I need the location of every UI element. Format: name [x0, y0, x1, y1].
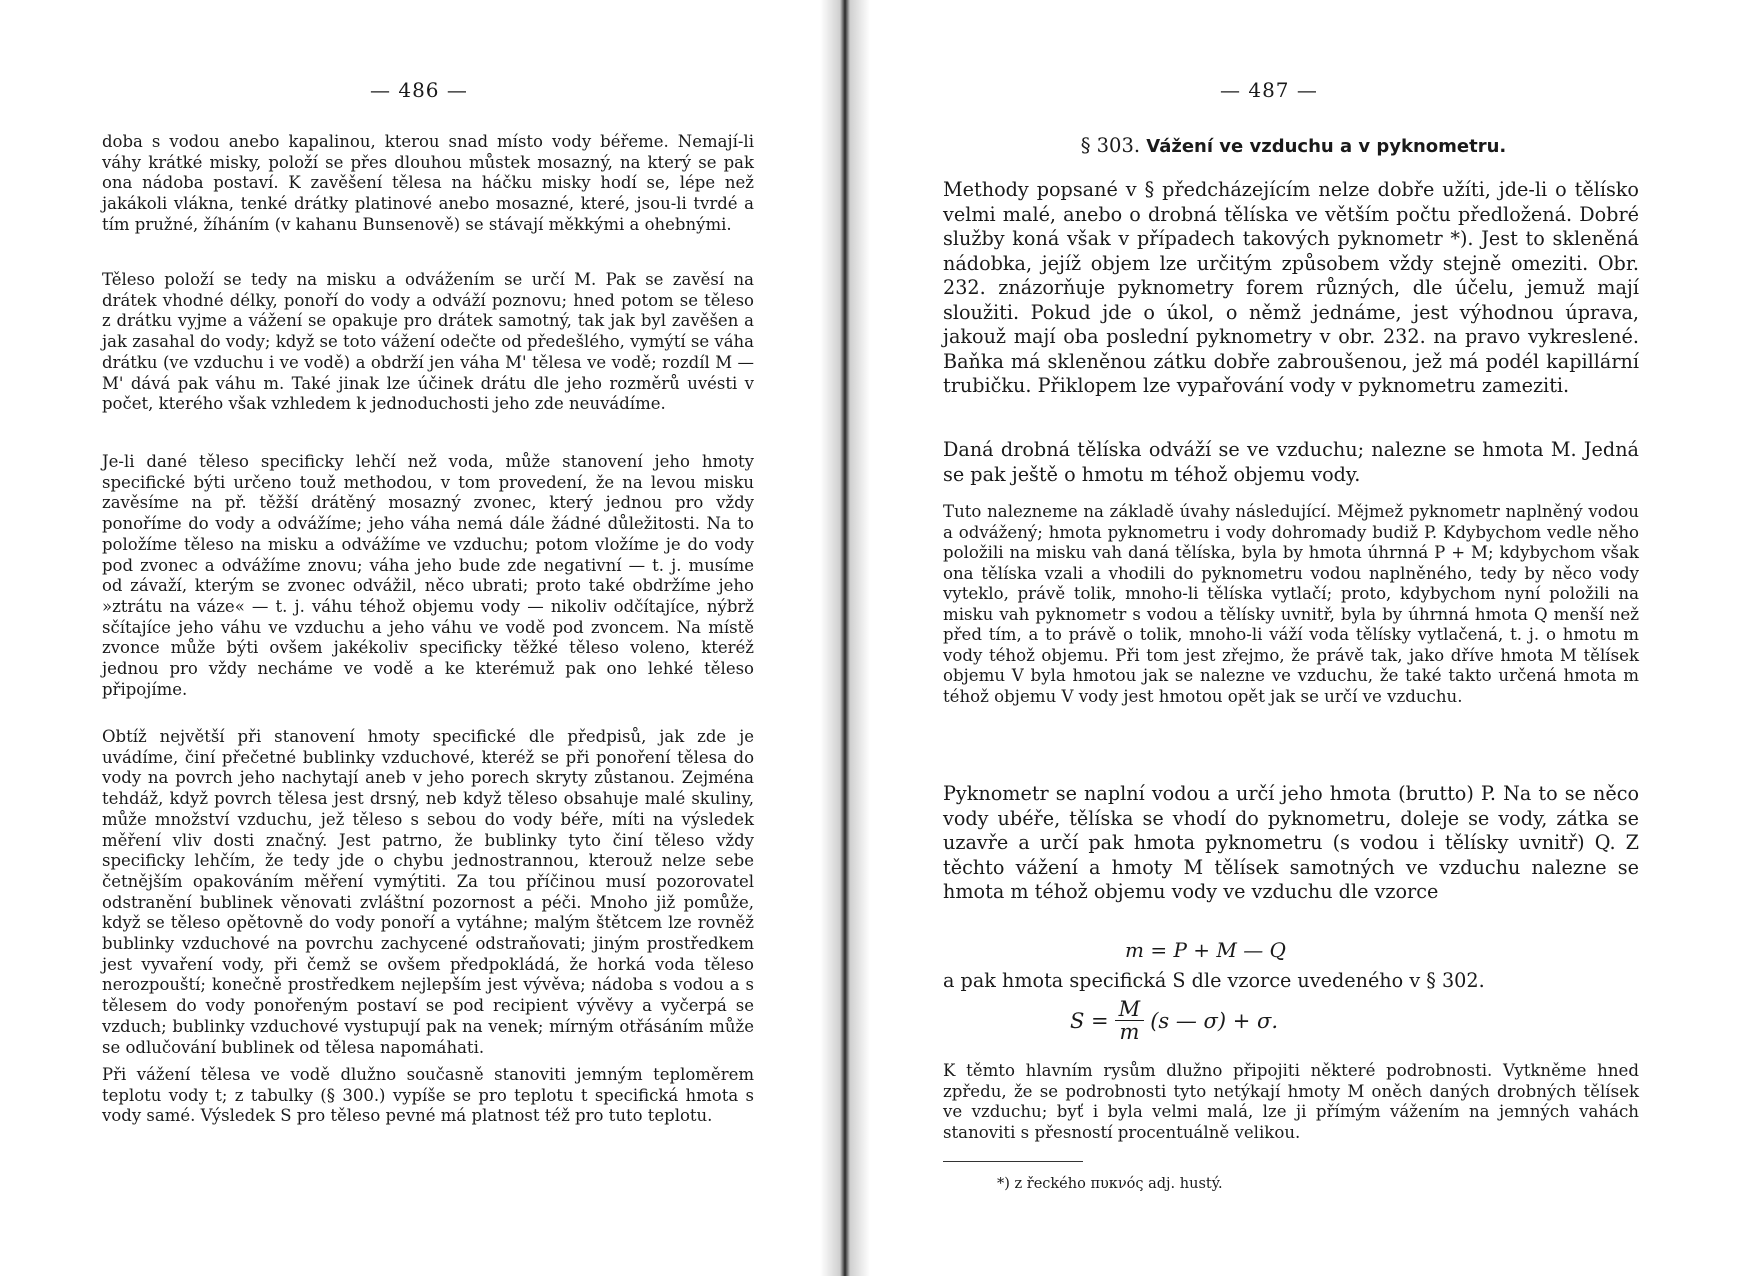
equation-specific-mass: [1070, 998, 1278, 1043]
paragraph: Daná drobná tělíska odváží se ve vzduchu; nalezne se hmota M. Jedná se pak ještě o hmotu m téhož objemu vody.: [943, 438, 1639, 486]
paragraph: Pyknometr se naplní vodou a určí jeho hmota (brutto) P. Na to se něco vody ubéře, tělíska se vhodí do pyknometru, doleje se vody, zátka se uzavře a určí pak hmota pyknometru (s vodou i tělísky uvnitř) Q. Z těchto vážení a hmoty M tělísek samotných ve vzduchu nalezne se hmota m téhož objemu vody ve vzduchu dle vzorce: [943, 782, 1639, 903]
paragraph: K těmto hlavním rysům dlužno připojiti některé podrobnosti. Vytkněme hned zpředu, že se podrobnosti tyto netýkají hmoty M oněch daných drobných tělísek ve vzduchu; byť i byla velmi malá, lze ji přímým vážením na jemných vahách stanoviti s přesností procentuálně velikou.: [943, 1061, 1639, 1142]
footnote-rule: [943, 1161, 1083, 1162]
book-gutter: [820, 0, 870, 1276]
paragraph: Těleso položí se tedy na misku a odvážením se určí M. Pak se zavěsí na drátek vhodné délky, ponoří do vody a odváží poznovu; hned potom se těleso z drátku vyjme a vážení se opakuje pro drátek samotný, tak jak byl zavěšen a jak zasahal do vody; když se toto vážení odečte od předešlého, vymýtí se váha drátku (ve vzduchu i ve vodě) a obdrží jen váha M' tělesa ve vodě; rozdíl M — M' dává pak váhu m. Také jinak lze účinek drátu dle jeho rozměrů uvésti v počet, kterého však vzhledem k jednoduchosti jeho zde neuvádíme.: [102, 270, 754, 414]
paragraph: Methody popsané v § předcházejícím nelze dobře užíti, jde-li o tělísko velmi malé, anebo o drobná tělíska ve větším počtu předložená. Dobré služby koná však v případech takových pyknometr *). Jest to skleněná nádobka, jejíž objem lze určitým způsobem vždy stejně omeziti. Obr. 232. znázorňuje pyknometry forem různých, dle účelu, jemuž mají sloužiti. Pokud jde o úkol, o němž jednáme, jest výhodnou úprava, jakouž mají oba poslední pyknometry v obr. 232. na pravo vykreslené. Baňka má skleněnou zátku dobře zabroušenou, jež má podél kapillární trubičku. Přiklopem lze vypařování vody v pyknometru zameziti.: [943, 178, 1639, 397]
right-page: [845, 0, 1742, 1276]
fraction: [1115, 998, 1145, 1043]
footnote: *) z řeckého πυκνός adj. hustý.: [997, 1176, 1223, 1192]
fraction-denominator: m: [1119, 1020, 1140, 1044]
left-page: [0, 0, 845, 1276]
paragraph: Obtíž největší při stanovení hmoty specifické dle předpisů, jak zde je uvádíme, činí přečetné bublinky vzduchové, kteréž se při ponoření tělesa do vody na povrch jeho nachytají aneb v jeho porech skryty zůstanou. Zejména tehdáž, když povrch tělesa jest drsný, neb když těleso obsahuje malé skuliny, může množství vzduchu, jež těleso s sebou do vody béře, míti na výsledek měření vliv dosti značný. Jest patrno, že bublinky tyto činí těleso vždy specificky lehčím, že tedy jde o chybu jednostrannou, kterouž nelze sebe četnějším opakováním měření vymýtiti. Za tou příčinou musí pozorovatel odstranění bublinek věnovati zvláštní pozornost a péči. Mnoho již pomůže, když se těleso opětovně do vody ponoří a vytáhne; malým štětcem lze rovněž bublinky vzduchové na povrchu zachycené odstraňovati; jiným prostředkem jest vyvaření vody, při čemž se ovšem předpokládá, že horká voda těleso nerozpouští; konečně prostředkem nejlepším jest vývěva; nádoba s vodou a s tělesem do vody ponořeným postaví se pod recipient vývěvy a vyčerpá se vzduch; bublinky vzduchové vystupují pak na venek; mírným otřásáním může se odlučování bublinek od tělesa napomáhati.: [102, 727, 754, 1057]
paragraph: a pak hmota specifická S dle vzorce uvedeného v § 302.: [943, 969, 1485, 992]
fraction-numerator: M: [1115, 998, 1145, 1021]
equation-rest: (s — σ) + σ.: [1150, 1008, 1278, 1033]
paragraph: Při vážení tělesa ve vodě dlužno současně stanoviti jemným teploměrem teplotu vody t; z tabulky (§ 300.) vypíše se pro teplotu t specifická hmota s vody samé. Výsledek S pro těleso pevné má platnost též pro tuto teplotu.: [102, 1065, 754, 1126]
page-number: — 487 —: [1220, 78, 1318, 102]
equation-lhs: S =: [1070, 1008, 1109, 1033]
section-number: § 303.: [1080, 134, 1141, 157]
paragraph: Je-li dané těleso specificky lehčí než voda, může stanovení jeho hmoty specifické býti určeno touž methodou, v tom provedení, že na levou misku zavěsíme na př. těžší drátěný mosazný zvonec, který jednou pro vždy ponoříme do vody a odvážíme; jeho váha nemá dále žádné důležitosti. Na to položíme těleso na misku a odvážíme ve vzduchu; potom vložíme je do vody pod zvonec a odvážíme znovu; váha jeho bude zde negativní — t. j. musíme od závaží, kterým se zvonec odvážil, něco ubrati; proto také obdržíme jeho »ztrátu na váze« — t. j. váhu téhož objemu vody — nikoliv odčítajíce, nýbrž sčítajíce jeho váhu ve vzduchu a jeho váhu ve vodě pod zvoncem. Na místě zvonce může býti ovšem jakékoliv specificky těžké těleso voleno, kteréž jednou pro vždy necháme ve vodě a ke kterémuž pak ono lehké těleso připojíme.: [102, 452, 754, 699]
section-heading: [845, 134, 1742, 157]
section-title: Vážení ve vzduchu a v pyknometru.: [1146, 136, 1507, 157]
page-number: — 486 —: [370, 78, 468, 102]
paragraph: Tuto nalezneme na základě úvahy následující. Mějmež pyknometr naplněný vodou a odvážený; hmota pyknometru i vody dohromady budiž P. Kdybychom vedle něho položili na misku vah daná tělíska, byla by hmota úhrnná P + M; kdybychom však ona tělíska vzali a vhodili do pyknometru vodou naplněného, tedy by něco vody vyteklo, právě tolik, mnoho-li tělíska vytlačí; proto, kdybychom nyní položili na misku vah pyknometr s vodou a tělísky uvnitř, byla by úhrnná hmota Q menší než před tím, a to právě o tolik, mnoho-li váží voda tělísky vytlačená, t. j. o hmotu m vody téhož objemu. Při tom jest zřejmo, že právě tak, jako dříve hmota M tělísek objemu V byla hmotou jak se nalezne ve vzduchu, že také takto určená hmota m téhož objemu V vody jest hmotou opět jak se určí ve vzduchu.: [943, 502, 1639, 706]
equation-mass: m = P + M — Q: [1125, 938, 1286, 962]
paragraph: doba s vodou anebo kapalinou, kterou snad místo vody béřeme. Nemají-li váhy krátké misky, položí se přes dlouhou můstek mosazný, na který se pak ona nádoba postaví. K zavěšení tělesa na háčku misky hodí se, lépe než jakákoli vlákna, tenké drátky platinové anebo mosazné, které, jsou-li tvrdé a tím pružné, žíháním (v kahanu Bunsenově) se stávají měkkými a ohebnými.: [102, 132, 754, 234]
